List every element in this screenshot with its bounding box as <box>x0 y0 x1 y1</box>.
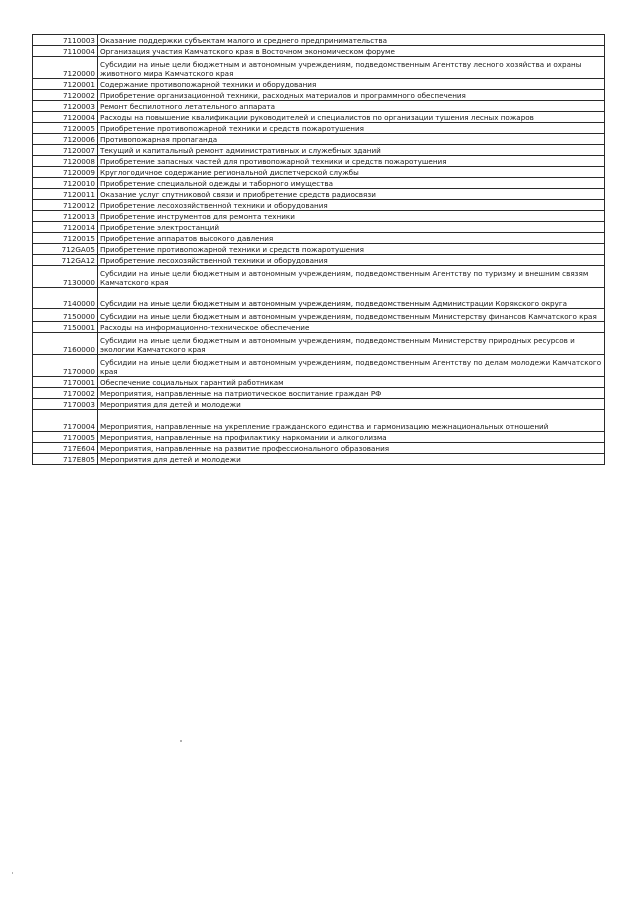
row-description: Субсидии на иные цели бюджетным и автономным учреждениям, подведомственным Министерству финансов Камчатского края <box>98 309 605 322</box>
row-code: 7170002 <box>33 388 98 399</box>
row-code: 7120001 <box>33 79 98 90</box>
row-description: Мероприятия для детей и молодежи <box>98 454 605 465</box>
row-description: Приобретение аппаратов высокого давления <box>98 233 605 244</box>
table-row <box>33 134 605 145</box>
scan-speck <box>12 872 13 874</box>
row-description: Субсидии на иные цели бюджетным и автономным учреждениям, подведомственным Агентству лесного хозяйства и охраны животного мира Камчатского края <box>98 57 605 79</box>
table-row <box>33 200 605 211</box>
row-code: 7170003 <box>33 399 98 410</box>
table-row <box>33 309 605 322</box>
table-row <box>33 145 605 156</box>
row-description: Приобретение запасных частей для противопожарной техники и средств пожаротушения <box>98 156 605 167</box>
table-row <box>33 288 605 309</box>
row-code: 7120013 <box>33 211 98 222</box>
row-description: Ремонт беспилотного летательного аппарата <box>98 101 605 112</box>
row-description: Мероприятия, направленные на развитие профессионального образования <box>98 443 605 454</box>
table-body <box>33 35 605 465</box>
row-description: Субсидии на иные цели бюджетным и автономным учреждениям, подведомственным Агентству по туризму и внешним связям Камчатского края <box>98 266 605 288</box>
row-description: Приобретение организационной техники, расходных материалов и программного обеспечения <box>98 90 605 101</box>
row-description: Противопожарная пропаганда <box>98 134 605 145</box>
table-row <box>33 112 605 123</box>
row-description: Мероприятия, направленные на патриотическое воспитание граждан РФ <box>98 388 605 399</box>
row-description: Обеспечение социальных гарантий работникам <box>98 377 605 388</box>
table-row <box>33 355 605 377</box>
table-row <box>33 222 605 233</box>
row-description: Субсидии на иные цели бюджетным и автономным учреждениям, подведомственным Администрации Корякского округа <box>98 288 605 309</box>
row-description: Расходы на повышение квалификации руководителей и специалистов по организации тушения лесных пожаров <box>98 112 605 123</box>
row-description: Мероприятия, направленные на профилактику наркомании и алкоголизма <box>98 432 605 443</box>
table-row <box>33 233 605 244</box>
row-code: 7120009 <box>33 167 98 178</box>
table-row <box>33 57 605 79</box>
table-row <box>33 454 605 465</box>
row-code: 7120005 <box>33 123 98 134</box>
row-code: 7170004 <box>33 410 98 432</box>
row-code: 7120015 <box>33 233 98 244</box>
row-description: Приобретение специальной одежды и таборного имущества <box>98 178 605 189</box>
table-row <box>33 333 605 355</box>
row-code: 7150000 <box>33 309 98 322</box>
row-description: Приобретение лесохозяйственной техники и оборудования <box>98 200 605 211</box>
table-row <box>33 123 605 134</box>
row-code: 7160000 <box>33 333 98 355</box>
row-code: 7120006 <box>33 134 98 145</box>
row-code: 717E805 <box>33 454 98 465</box>
row-code: 7110003 <box>33 35 98 46</box>
table-row <box>33 432 605 443</box>
row-code: 7120000 <box>33 57 98 79</box>
row-description: Содержание противопожарной техники и оборудования <box>98 79 605 90</box>
table-row <box>33 167 605 178</box>
table-row <box>33 443 605 454</box>
table-row <box>33 101 605 112</box>
table-row <box>33 266 605 288</box>
table-row <box>33 377 605 388</box>
row-code: 7170001 <box>33 377 98 388</box>
row-code: 7120014 <box>33 222 98 233</box>
row-description: Субсидии на иные цели бюджетным и автономным учреждениям, подведомственным Агентству по делам молодежи Камчатского края <box>98 355 605 377</box>
table-row <box>33 46 605 57</box>
row-code: 7140000 <box>33 288 98 309</box>
row-description: Приобретение лесохозяйственной техники и оборудования <box>98 255 605 266</box>
row-description: Оказание услуг спутниковой связи и приобретение средств радиосвязи <box>98 189 605 200</box>
row-description: Мероприятия для детей и молодежи <box>98 399 605 410</box>
table-row <box>33 211 605 222</box>
row-code: 7120003 <box>33 101 98 112</box>
table-row <box>33 244 605 255</box>
row-code: 7120012 <box>33 200 98 211</box>
row-code: 7120011 <box>33 189 98 200</box>
table-row <box>33 35 605 46</box>
table-row <box>33 178 605 189</box>
row-code: 717E604 <box>33 443 98 454</box>
table-row <box>33 156 605 167</box>
table-row <box>33 322 605 333</box>
row-description: Приобретение электростанций <box>98 222 605 233</box>
row-code: 7120008 <box>33 156 98 167</box>
row-description: Приобретение инструментов для ремонта техники <box>98 211 605 222</box>
row-description: Приобретение противопожарной техники и средств пожаротушения <box>98 244 605 255</box>
row-description: Оказание поддержки субъектам малого и среднего предпринимательства <box>98 35 605 46</box>
table-row <box>33 399 605 410</box>
row-code: 7120007 <box>33 145 98 156</box>
table-row <box>33 90 605 101</box>
row-code: 7120010 <box>33 178 98 189</box>
row-description: Расходы на информационно-техническое обеспечение <box>98 322 605 333</box>
row-code: 7120002 <box>33 90 98 101</box>
row-code: 7170000 <box>33 355 98 377</box>
table-row <box>33 79 605 90</box>
row-code: 7120004 <box>33 112 98 123</box>
row-code: 712GA05 <box>33 244 98 255</box>
row-description: Круглогодичное содержание региональной диспетчерской службы <box>98 167 605 178</box>
row-code: 7150001 <box>33 322 98 333</box>
table-row <box>33 388 605 399</box>
scan-speck <box>180 740 182 742</box>
table-row <box>33 255 605 266</box>
table-row <box>33 410 605 432</box>
row-code: 712GA12 <box>33 255 98 266</box>
row-description: Мероприятия, направленные на укрепление гражданского единства и гармонизацию межнациональных отношений <box>98 410 605 432</box>
row-code: 7110004 <box>33 46 98 57</box>
budget-codes-table <box>32 34 605 465</box>
row-code: 7170005 <box>33 432 98 443</box>
row-description: Субсидии на иные цели бюджетным и автономным учреждениям, подведомственным Министерству природных ресурсов и экологии Камчатского края <box>98 333 605 355</box>
row-description: Текущий и капитальный ремонт административных и служебных зданий <box>98 145 605 156</box>
row-code: 7130000 <box>33 266 98 288</box>
row-description: Организация участия Камчатского края в Восточном экономическом форуме <box>98 46 605 57</box>
table-row <box>33 189 605 200</box>
row-description: Приобретение противопожарной техники и средств пожаротушения <box>98 123 605 134</box>
